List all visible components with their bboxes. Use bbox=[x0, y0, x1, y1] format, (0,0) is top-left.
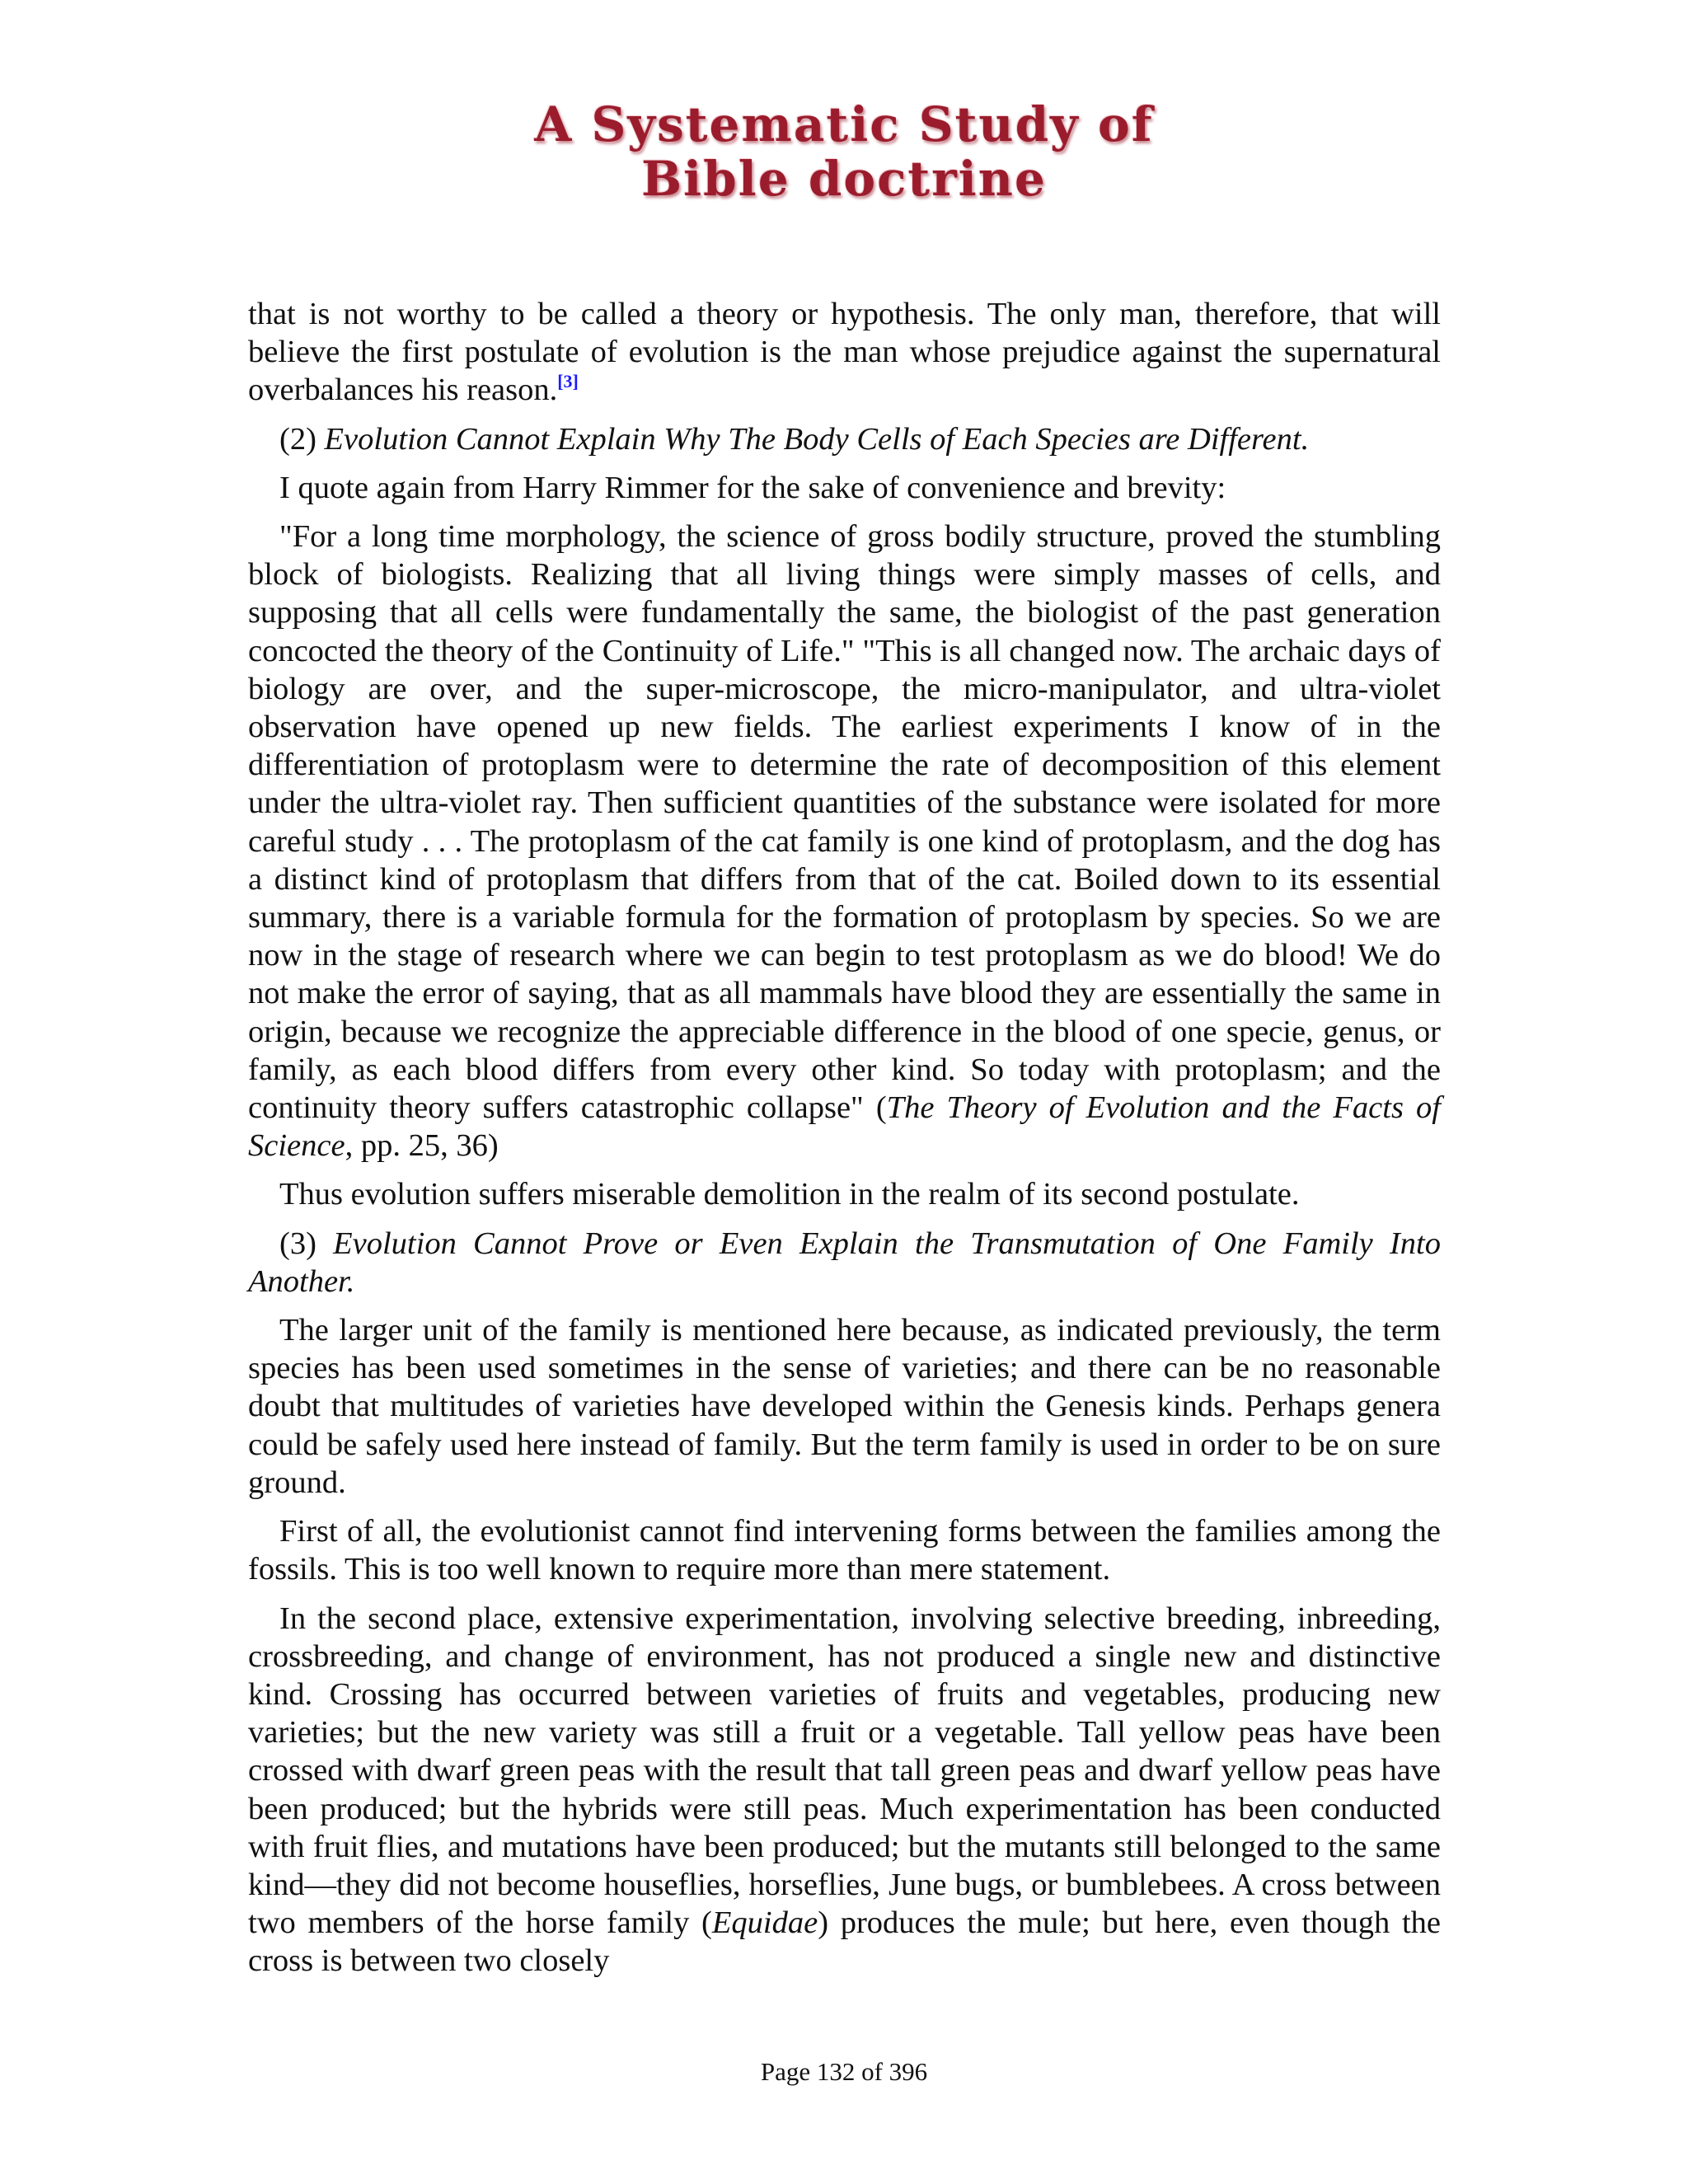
paragraph-text: In the second place, extensive experimentation, involving selective breeding, inbreeding, crossbreeding, and change of environment, has not produced a single new and distinctive kind. Crossing has occurred between varieties of fruits and vegetables, producing new varieties; but the new variety was still a fruit or a vegetable. Tall yellow peas have been crossed with dwarf green peas with the result that tall green peas and dwarf yellow peas have been produced; but the hybrids were still peas. Much experimentation has been conducted with fruit flies, and mutations have been produced; but the mutants still belonged to the same kind—they did not become houseflies, horseflies, June bugs, or bumblebees. A cross between two members of the horse family ( bbox=[248, 1601, 1441, 1941]
paragraph-quotation bbox=[248, 518, 1441, 1165]
quotation-text: "For a long time morphology, the science of gross bodily structure, proved the stumbling block of biologists. Realizing that all living things were simply masses of cells, and supposing that all cells were fundamentally the same, the biologist of the past generation concocted the theory of the Continuity of Life." "This is all changed now. The archaic days of biology are over, and the super-microscope, the micro-manipulator, and ultra-violet observation have opened up new fields. The earliest experiments I know of in the differentiation of protoplasm were to determine the rate of decomposition of this element under the ultra-violet ray. Then sufficient quantities of the substance were isolated for more careful study . . . The protoplasm of the cat family is one kind of protoplasm, and the dog has a distinct kind of protoplasm that differs from that of the cat. Boiled down to its essential summary, there is a variable formula for the formation of protoplasm by species. So we are now in the stage of research where we can begin to test protoplasm as we do blood! We do not make the error of saying, that as all mammals have blood they are essentially the same in origin, because we recognize the appreciable difference in the blood of one specie, genus, or family, as each blood differs from every other kind. So today with protoplasm; and the continuity theory suffers catastrophic collapse" ( bbox=[248, 519, 1441, 1126]
citation-pages: , pp. 25, 36) bbox=[345, 1128, 499, 1164]
paragraph-family-explanation: The larger unit of the family is mentioned here because, as indicated previously, the term species has been used sometimes in the sense of varieties; and there can be no reasonable doubt that multitudes of varieties have developed within the Genesis kinds. Perhaps genera could be safely used here instead of family. But the term family is used in order to be on sure ground. bbox=[248, 1313, 1441, 1500]
paragraph-experimentation bbox=[248, 1600, 1441, 1980]
section-heading-2 bbox=[248, 420, 1441, 458]
paragraph-quote-intro: I quote again from Harry Rimmer for the sake of convenience and brevity: bbox=[279, 470, 1226, 505]
paragraph-text: that is not worthy to be called a theory or hypothesis. The only man, therefore, that will believe the first postulate of evolution is the man whose prejudice against the supernatural overbalances his reason. bbox=[248, 297, 1441, 408]
taxon-term: Equidae bbox=[711, 1905, 818, 1941]
section-heading-3 bbox=[248, 1225, 1441, 1301]
header-logo bbox=[445, 97, 1243, 213]
paragraph-continuation bbox=[248, 295, 1441, 410]
page-content bbox=[248, 295, 1441, 1991]
paragraph-text-end: ) produces the mule; but here, even though the cross is between two closely bbox=[248, 1905, 1441, 1979]
header-title-line2: Bible doctrine bbox=[641, 151, 1047, 207]
heading-prefix: (2) bbox=[279, 421, 325, 457]
heading-text: Evolution Cannot Prove or Even Explain the Transmutation of One Family Into Another. bbox=[248, 1226, 1441, 1299]
header-title-line1: A Systematic Study of bbox=[534, 96, 1154, 152]
page-number: Page 132 of 396 bbox=[760, 2057, 928, 2086]
heading-text: Evolution Cannot Explain Why The Body Cells of Each Species are Different. bbox=[324, 421, 1310, 457]
book-title: The Theory of Evolution and the Facts of Science bbox=[248, 1090, 1441, 1164]
heading-prefix: (3) bbox=[279, 1226, 334, 1261]
paragraph-summary: Thus evolution suffers miserable demolition in the realm of its second postulate. bbox=[279, 1177, 1300, 1212]
paragraph-fossils: First of all, the evolutionist cannot find intervening forms between the families among the fossils. This is too well known to require more than mere statement. bbox=[248, 1514, 1441, 1587]
footnote-link[interactable]: [3] bbox=[557, 371, 579, 392]
